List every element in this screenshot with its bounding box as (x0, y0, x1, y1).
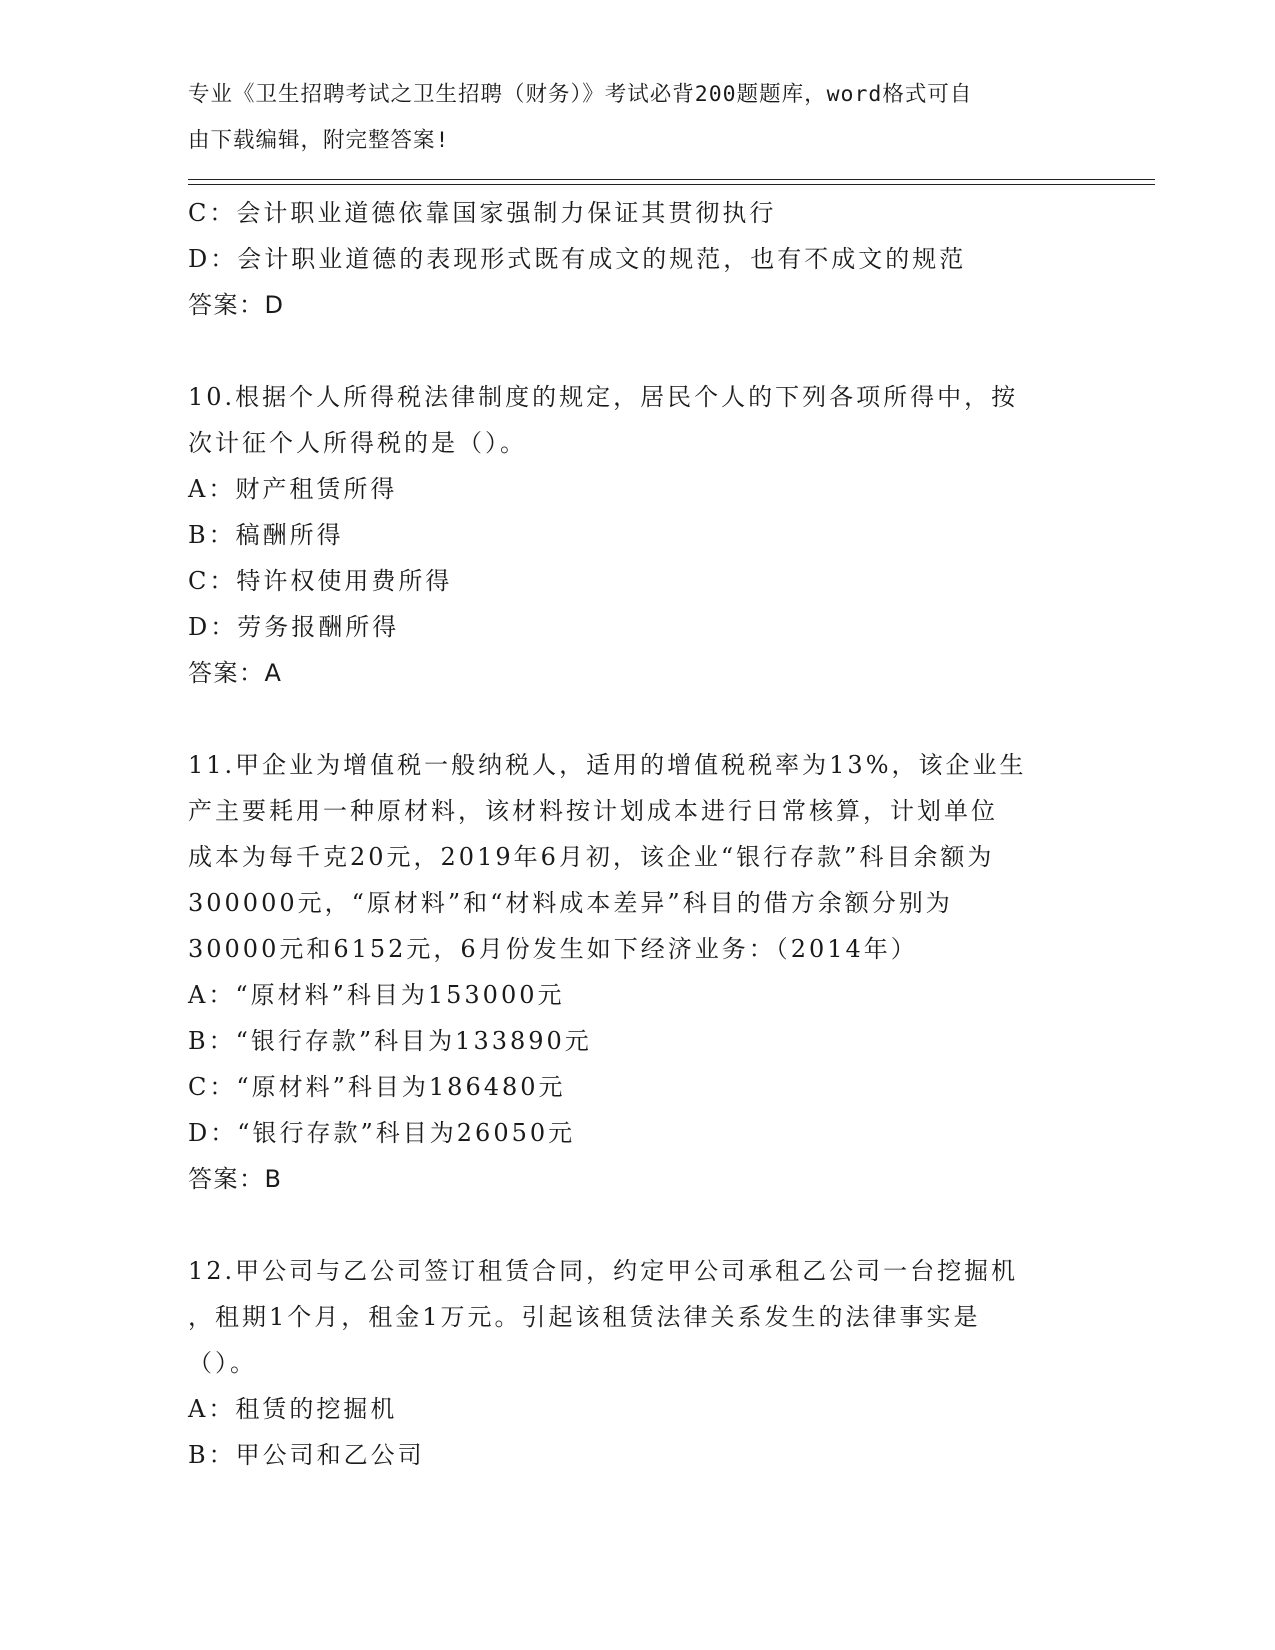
question-stem: 10.根据个人所得税法律制度的规定，居民个人的下列各项所得中，按 (188, 383, 1019, 411)
answer-label: 答案：B (188, 1165, 283, 1193)
option-c: C：“原材料”科目为186480元 (188, 1073, 566, 1101)
answer-label: 答案：D (188, 291, 285, 319)
header-line-2: 由下载编辑，附完整答案! (188, 128, 450, 153)
option-b: B：甲公司和乙公司 (188, 1441, 425, 1469)
header-divider-top (188, 179, 1155, 180)
question-stem: 30000元和6152元，6月份发生如下经济业务：（2014年） (188, 935, 918, 963)
option-a: A：“原材料”科目为153000元 (188, 981, 565, 1009)
question-stem: （）。 (188, 1349, 257, 1377)
question-stem: 11.甲企业为增值税一般纳税人，适用的增值税税率为13%，该企业生 (188, 751, 1027, 779)
spacer (188, 696, 1088, 742)
question-stem: 成本为每千克20元，2019年6月初，该企业“银行存款”科目余额为 (188, 843, 995, 871)
question-list (188, 190, 1088, 1478)
question-10 (188, 374, 1088, 696)
document-header (188, 72, 1088, 164)
option-d: D：会计职业道德的表现形式既有成文的规范，也有不成文的规范 (188, 245, 967, 273)
option-b: B：“银行存款”科目为133890元 (188, 1027, 592, 1055)
option-c: C：会计职业道德依靠国家强制力保证其贯彻执行 (188, 199, 777, 227)
header-line-1: 专业《卫生招聘考试之卫生招聘（财务）》考试必背200题题库，word格式可自 (188, 82, 973, 107)
option-a: A：财产租赁所得 (188, 475, 398, 503)
question-stem: 产主要耗用一种原材料，该材料按计划成本进行日常核算，计划单位 (188, 797, 998, 825)
option-b: B：稿酬所得 (188, 521, 344, 549)
header-divider-bottom (188, 184, 1155, 185)
spacer (188, 1202, 1088, 1248)
option-d: D：“银行存款”科目为26050元 (188, 1119, 576, 1147)
question-stem: 12.甲公司与乙公司签订租赁合同，约定甲公司承租乙公司一台挖掘机 (188, 1257, 1019, 1285)
option-c: C：特许权使用费所得 (188, 567, 453, 595)
option-a: A：租赁的挖掘机 (188, 1395, 398, 1423)
question-stem: 300000元，“原材料”和“材料成本差异”科目的借方余额分别为 (188, 889, 953, 917)
question-stem: 次计征个人所得税的是（）。 (188, 429, 527, 457)
option-d: D：劳务报酬所得 (188, 613, 400, 641)
answer-label: 答案：A (188, 659, 283, 687)
question-stem: ，租期1个月，租金1万元。引起该租赁法律关系发生的法律事实是 (188, 1303, 981, 1331)
question-9-continued (188, 190, 1088, 328)
question-11 (188, 742, 1088, 1202)
question-12 (188, 1248, 1088, 1478)
spacer (188, 328, 1088, 374)
